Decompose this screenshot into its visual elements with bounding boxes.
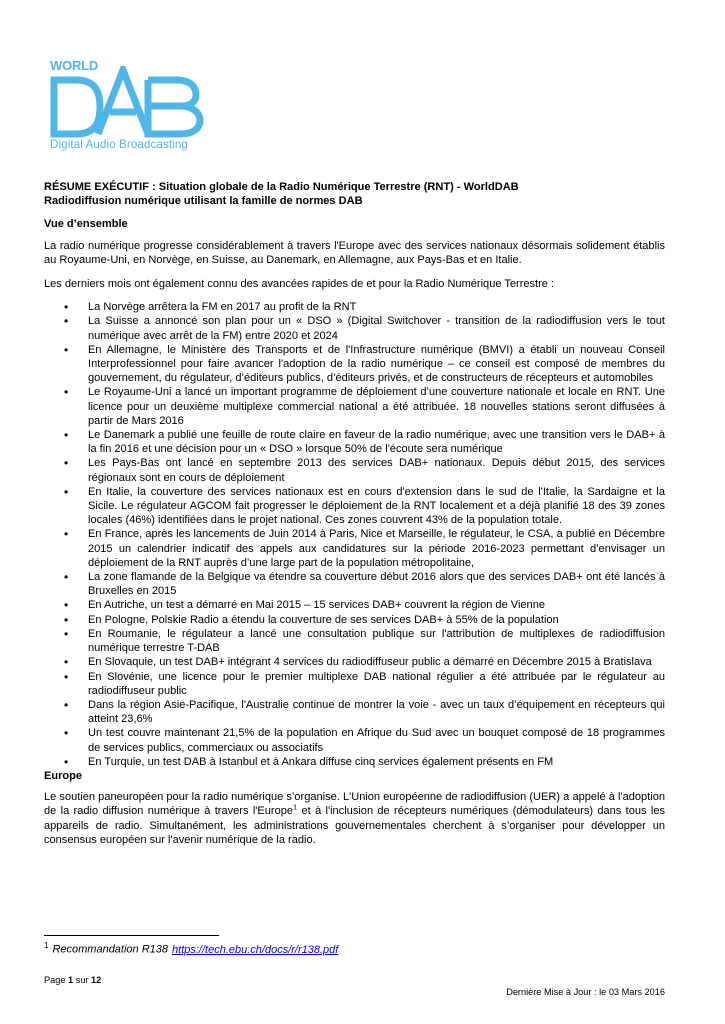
overview-paragraph-2: Les derniers mois ont également connu des avancées rapides de et pour la Radio Numérique Terrestre :	[44, 278, 555, 291]
bullet-slovenia: • En Slovénie, une licence pour le premier multiplexe DAB national régulier a été attribuée par le régulateur au radiodiffuseur public	[44, 670, 665, 698]
footnote-number: 1	[44, 941, 49, 950]
europe-heading: Europe	[44, 769, 83, 782]
europe-paragraph-part1: Le soutien paneuropéen pour la radio numérique s’organise. L'Union européenne de radiodiffusion (UER) a appelé à l'adoption de la radio diffusion numérique à travers l'Europe	[44, 791, 665, 818]
bullet-austria: • En Autriche, un test a démarré en Mai 2015 – 15 services DAB+ couvrent la région de Vienne	[44, 598, 665, 612]
page-current: 1	[68, 975, 74, 985]
bullet-australia: • Dans la région Asie-Pacifique, l'Australie continue de montrer la voie - avec un taux d’équipement en récepteurs qui atteint 23,6%	[44, 698, 665, 726]
page-word: Page	[44, 975, 66, 985]
document-title-line2: Radiodiffusion numérique utilisant la famille de normes DAB	[44, 195, 363, 208]
footnote-marker[interactable]: 1	[293, 802, 298, 812]
bullet-denmark: • Le Danemark a publié une feuille de route claire en faveur de la radio numérique, avec une transition vers le DAB+ à la fin 2016 et une décision pour un « DSO » lorsque 50% de l'écoute sera numérique	[44, 428, 665, 456]
page-number	[44, 975, 101, 985]
logo-subtitle: Digital Audio Broadcasting	[50, 138, 188, 151]
europe-paragraph-part2: et à l'inclusion de récepteurs numériques (démodulateurs) dans tous les appareils de radio. Simultanément, les administrations gouvernementales cherchent à s’organiser pour développer un consensus européen sur l'avenir numérique de la radio.	[44, 805, 665, 846]
europe-paragraph	[44, 790, 665, 847]
bullet-france: • En France, après les lancements de Juin 2014 à Paris, Nice et Marseille, le régulateur, le CSA, a publié en Décembre 2015 un calendrier indicatif des appels aux candidatures sur la période 2016-2023 permettant d’envisager un déploiement de la RNT auprès d’une large part de la population métropolitaine,	[44, 527, 665, 570]
bullet-south-africa: • Un test couvre maintenant 21,5% de la population en Afrique du Sud avec un bouquet composé de 18 programmes de services publics, commerciaux ou associatifs	[44, 726, 665, 754]
logo-world-text: WORLD	[50, 58, 99, 73]
bullet-poland: • En Pologne, Polskie Radio a étendu la couverture de ses services DAB+ à 55% de la population	[44, 613, 665, 627]
footnote-reference: Recommandation R138	[52, 943, 169, 956]
page-total: 12	[91, 975, 102, 985]
bullet-belgium: • La zone flamande de la Belgique va étendre sa couverture début 2016 alors que des services DAB+ ont été lancés à Bruxelles en 2015	[44, 570, 665, 598]
bullet-netherlands: • Les Pays-Bas ont lancé en septembre 2013 des services DAB+ nationaux. Depuis début 2015, des services régionaux sont en cours de déploiement	[44, 456, 665, 484]
progress-bullet-list	[44, 300, 665, 769]
footnote-separator	[44, 935, 219, 936]
footnote	[44, 941, 338, 956]
bullet-switzerland: • La Suisse a annoncé son plan pour un « DSO » (Digital Switchover - transition de la radiodiffusion vers le tout numérique avec arrêt de la FM) entre 2020 et 2024	[44, 314, 665, 342]
bullet-turkey: • En Turquie, un test DAB à Istanbul et à Ankara diffuse cinq services également présents en FM	[44, 755, 665, 769]
bullet-united-kingdom: • Le Royaume-Uni a lancé un important programme de déploiement d’une couverture nationale et locale en RNT. Une licence pour un deuxième multiplexe commercial national a été attribuée. 18 nouvelles stations seront diffusées à partir de Mars 2016	[44, 385, 665, 428]
overview-paragraph-1: La radio numérique progresse considérablement à travers l'Europe avec des services nationaux désormais solidement établis au Royaume-Uni, en Norvège, en Suisse, au Danemark, en Allemagne, aux Pays-Bas et en Italie.	[44, 239, 665, 266]
last-update-date: Dernière Mise à Jour : le 03 Mars 2016	[506, 987, 665, 997]
document-title-line1: RÉSUME EXÉCUTIF : Situation globale de la Radio Numérique Terrestre (RNT) - WorldDAB	[44, 181, 519, 193]
overview-heading: Vue d’ensemble	[44, 218, 128, 231]
bullet-germany: • En Allemagne, le Ministère des Transports et de l'Infrastructure numérique (BMVI) a établi un nouveau Conseil Interprofessionnel pour faire avancer l'adoption de la radio numérique – ce conseil est composé de membres du gouvernement, du régulateur, d’éditeurs publics, d’éditeurs privés, et de constructeurs de récepteurs et automobiles	[44, 343, 665, 386]
logo-dab-wordmark	[48, 66, 204, 138]
bullet-slovakia: • En Slovaquie, un test DAB+ intégrant 4 services du radiodiffuseur public a démarré en Décembre 2015 à Bratislava	[44, 655, 665, 669]
page-of-word: sur	[75, 975, 89, 985]
bullet-norway: • La Norvège arrêtera la FM en 2017 au profit de la RNT	[44, 300, 665, 314]
bullet-romania: • En Roumanie, le régulateur a lancé une consultation publique sur l'attribution de multiplexes de radiodiffusion numérique terrestre T-DAB	[44, 627, 665, 655]
document-body	[44, 180, 665, 857]
bullet-italy: • En Italie, la couverture des services nationaux est en cours d'extension dans le sud de l'Italie, la Sardaigne et la Sicile. Le régulateur AGCOM fait progresser le déploiement de la RNT localement et a déjà planifié 18 des 39 zones locales (46%) identifiées dans le projet national. Ces zones couvrent 43% de la population totale.	[44, 485, 665, 528]
worlddab-logo	[48, 58, 208, 154]
footnote-link[interactable]: https://tech.ebu.ch/docs/r/r138.pdf	[172, 943, 339, 956]
